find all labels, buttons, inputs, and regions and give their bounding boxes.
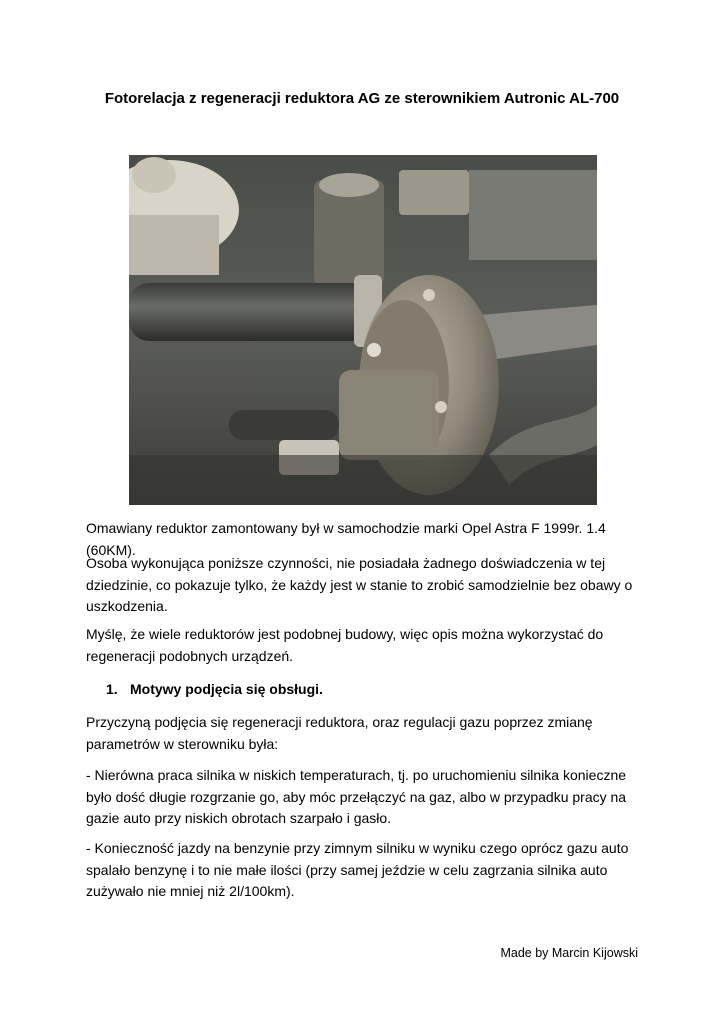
paragraph-uneven-work: - Nierówna praca silnika w niskich temperaturach, tj. po uruchomieniu silnika konieczne było dość długie rozgrzanie go, aby móc przełączyć na gaz, albo w przypadku pracy na gazie auto przy niskich obrotach szarpało i gasło. <box>86 767 627 826</box>
list-label: Motywy podjęcia się obsługi. <box>130 681 323 697</box>
paragraph-experience: Osoba wykonująca poniższe czynności, nie posiadała żadnego doświadczenia w tej dziedzinie, co pokazuje tylko, że każdy jest w stanie to zrobić samodzielnie bez obawy o uszkodzenia. <box>86 555 633 614</box>
paragraph-similar: Myślę, że wiele reduktorów jest podobnej budowy, więc opis można wykorzystać do regeneracji podobnych urządzeń. <box>86 626 604 664</box>
paragraph-petrol-use: - Konieczność jazdy na benzynie przy zimnym silniku w wyniku czego oprócz gazu auto spalało benzynę i to nie małe ilości (przy samej jeździe w celu zagrzania silnika auto zużywało nie mniej niż 2l/100km). <box>86 840 629 899</box>
list-number: 1. <box>106 681 118 697</box>
paragraph-intro: Omawiany reduktor zamontowany był w samochodzie marki Opel Astra F 1999r. 1.4 (60KM). <box>86 520 606 558</box>
paragraph-reason: Przyczyną podjęcia się regeneracji reduktora, oraz regulacji gazu poprzez zmianę parametrów w sterowniku była: <box>86 714 593 752</box>
document-title: Fotorelacja z regeneracji reduktora AG ze sterownikiem Autronic AL-700 <box>104 90 620 107</box>
list-item-motives <box>106 679 646 701</box>
reducer-photo <box>129 155 597 505</box>
footer-author: Made by Marcin Kijowski <box>500 946 638 960</box>
engine-bay-image <box>129 155 597 505</box>
